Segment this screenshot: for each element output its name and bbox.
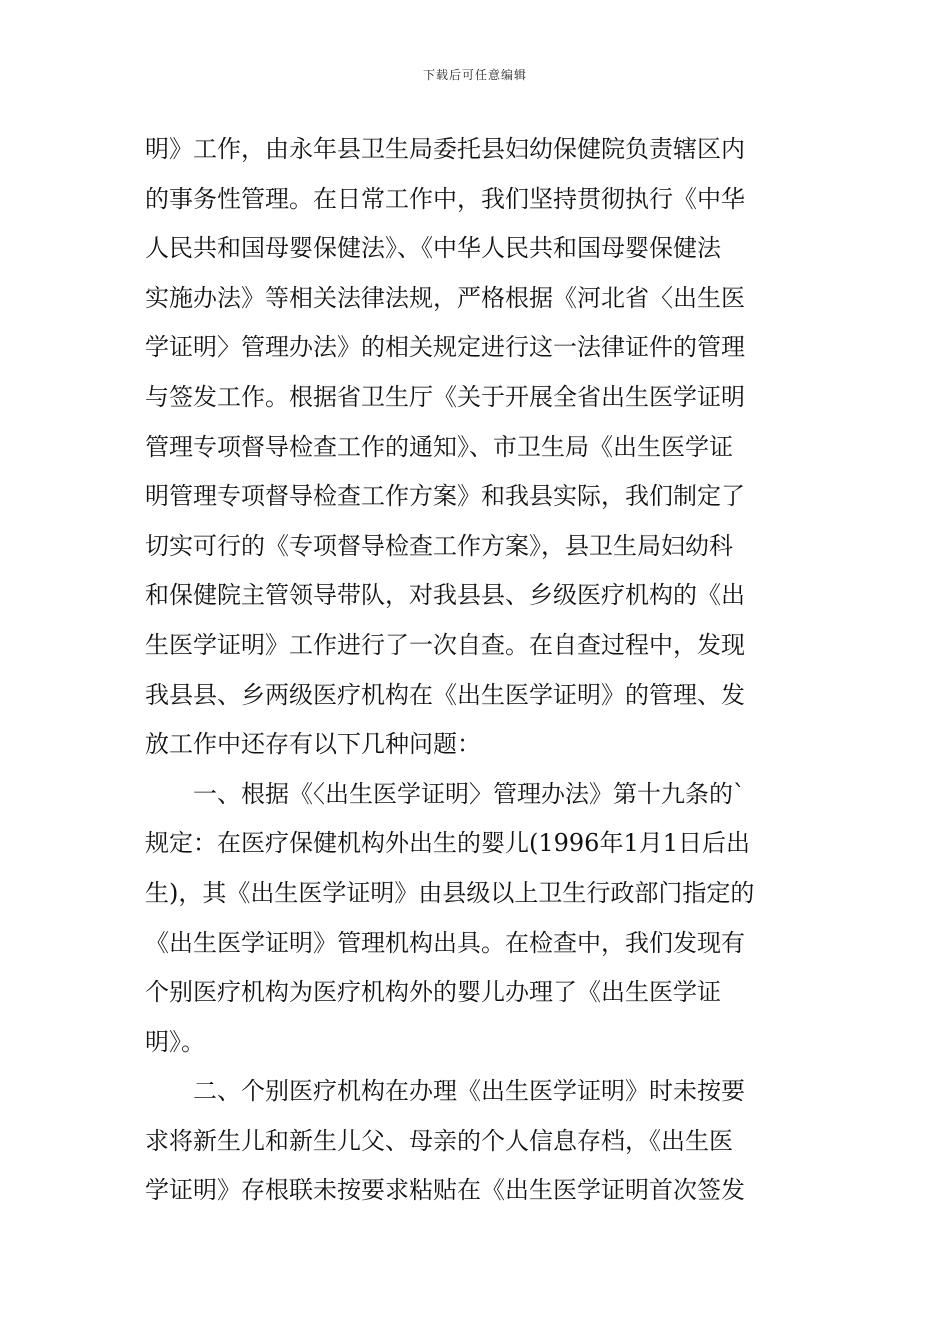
body-line: 学证明》存根联未按要求粘贴在《出生医学证明首次签发 [145,1176,745,1205]
body-line: 明》。 [145,1027,205,1056]
body-line: 明》工作，由永年县卫生局委托县妇幼保健院负责辖区内 [145,135,745,163]
body-line: 切实可行的《专项督导检查工作方案》，县卫生局妇幼科 [145,531,733,560]
body-line: 生医学证明》工作进行了一次自查。在自查过程中，发现 [145,630,745,659]
body-text [145,125,817,1216]
body-line: 学证明〉管理办法》的相关规定进行这一法律证件的管理 [145,333,745,362]
body-line: 二、个别医疗机构在办理《出生医学证明》时未按要 [193,1077,745,1106]
body-line: 个别医疗机构为医疗机构外的婴儿办理了《出生医学证 [145,978,721,1007]
body-line: 放工作中还存有以下几种问题： [145,730,481,759]
body-line: 生)，其《出生医学证明》由县级以上卫生行政部门指定的 [145,878,755,907]
header-note: 下载后可任意编辑 [422,68,527,82]
body-line: 《出生医学证明》管理机构出具。在检查中，我们发现有 [145,928,745,957]
body-line: 规定：在医疗保健机构外出生的婴儿(1996年1月1日后出 [145,829,750,858]
body-line: 一、根据《〈出生医学证明〉管理办法》第十九条的` [193,779,745,808]
body-line: 的事务性管理。在日常工作中，我们坚持贯彻执行《中华 [145,184,745,213]
body-line: 和保健院主管领导带队，对我县县、乡级医疗机构的《出 [145,581,745,610]
body-line: 人民共和国母婴保健法》、《中华人民共和国母婴保健法 [145,234,721,263]
body-line: 实施办法》等相关法律法规，严格根据《河北省〈出生医 [145,283,745,312]
body-line: 求将新生儿和新生儿父、母亲的个人信息存档，《出生医 [145,1126,733,1155]
body-line: 我县县、乡两级医疗机构在《出生医学证明》的管理、发 [145,680,745,709]
body-line: 明管理专项督导检查工作方案》和我县实际，我们制定了 [145,482,745,511]
body-line: 管理专项督导检查工作的通知》、市卫生局《出生医学证 [145,432,733,461]
body-line: 与签发工作。根据省卫生厅《关于开展全省出生医学证明 [145,382,745,411]
